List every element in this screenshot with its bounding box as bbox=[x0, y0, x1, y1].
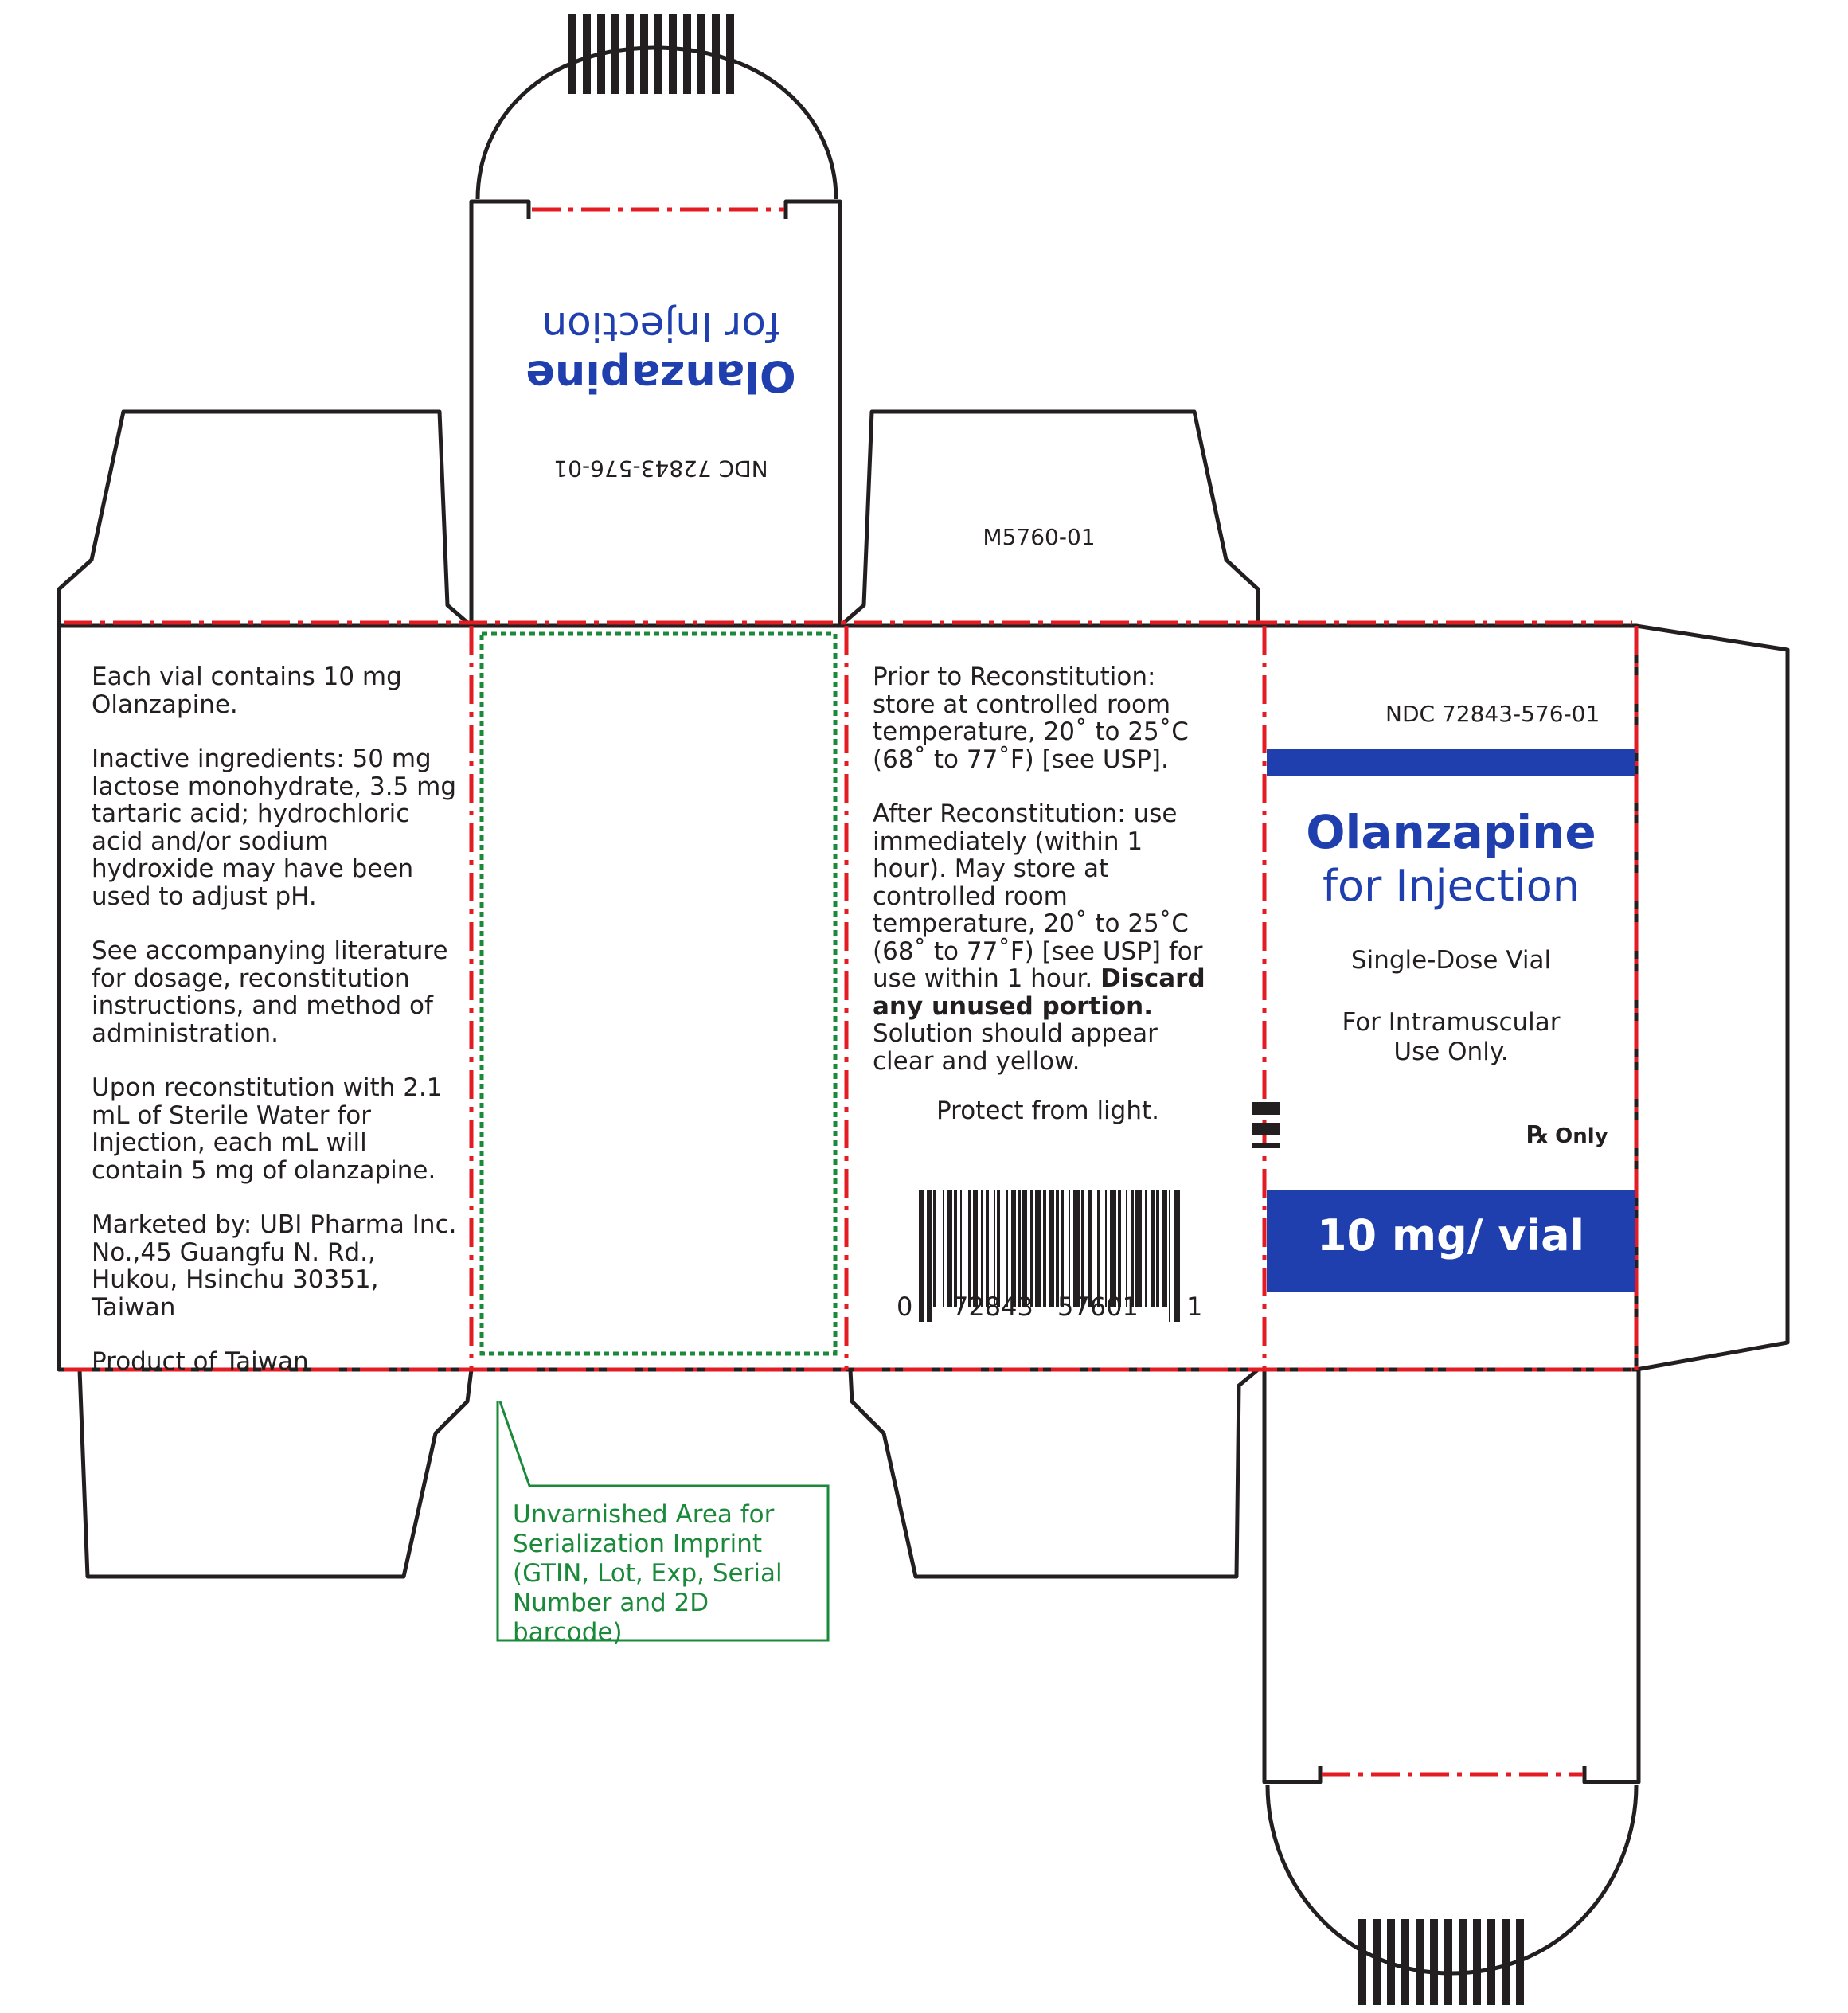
upc-bar bbox=[1151, 1190, 1155, 1307]
front-ndc: NDC 72843-576-01 bbox=[1385, 701, 1600, 727]
upc-bar bbox=[1069, 1190, 1070, 1307]
barcode-digit-group2: 57601 bbox=[1057, 1292, 1139, 1322]
upc-bar bbox=[1088, 1190, 1092, 1307]
upc-bar bbox=[1156, 1190, 1159, 1307]
upc-bar bbox=[997, 1190, 1000, 1307]
upc-bar bbox=[1174, 1190, 1180, 1322]
upc-bar bbox=[1145, 1190, 1147, 1307]
upc-bar bbox=[960, 1190, 962, 1307]
marketed-by: Marketed by: UBI Pharma Inc. No.,45 Guangfu N. Rd., Hukou, Hsinchu 30351, Taiwan bbox=[92, 1210, 457, 1322]
upc-bar bbox=[1126, 1190, 1127, 1307]
carton-code: M5760-01 bbox=[983, 524, 1096, 550]
rx-symbol: ℞ bbox=[1527, 1121, 1549, 1149]
barcode-digit-first: 0 bbox=[897, 1292, 913, 1322]
solution-appearance: Solution should appear clear and yellow. bbox=[873, 1019, 1158, 1076]
storage-after bbox=[873, 800, 1223, 1075]
storage-before: Prior to Reconstitution: store at controlled room temperature, 20˚ to 25˚C (68˚ to 77˚F) [see USP]. bbox=[873, 663, 1189, 774]
upc-bar bbox=[1030, 1190, 1033, 1307]
right-dust-flap-bottom bbox=[850, 1370, 1258, 1577]
rx-only-label: Only bbox=[1555, 1124, 1608, 1148]
upc-bar bbox=[994, 1190, 995, 1307]
upc-bar bbox=[1169, 1190, 1170, 1322]
bottom-tuck-flap-outline bbox=[1264, 1370, 1639, 1782]
storage-panel bbox=[873, 663, 1223, 1075]
reconstitution-statement: Upon reconstitution with 2.1 mL of Sterile Water for Injection, each mL will contain 5 mg of olanzapine. bbox=[92, 1073, 443, 1185]
upc-bar bbox=[927, 1190, 932, 1322]
upc-bar bbox=[1022, 1190, 1027, 1307]
upc-bar bbox=[1056, 1190, 1059, 1307]
inactive-ingredients: Inactive ingredients: 50 mg lactose monohydrate, 3.5 mg tartaric acid; hydrochloric acid and/or sodium hydroxide may have been used to adjust pH. bbox=[92, 745, 457, 911]
glue-flap-right bbox=[1636, 626, 1787, 1370]
right-dust-flap-top bbox=[840, 412, 1258, 626]
upc-bar bbox=[1043, 1190, 1046, 1307]
top-flap-label bbox=[510, 303, 812, 401]
upc-bar bbox=[1105, 1190, 1107, 1307]
barcode-digit-check: 1 bbox=[1186, 1292, 1203, 1322]
contents-statement: Each vial contains 10 mg Olanzapine. bbox=[92, 663, 402, 719]
upc-bar bbox=[981, 1190, 983, 1307]
top-tuck-flap-outline bbox=[471, 201, 840, 626]
upc-bar bbox=[1035, 1190, 1041, 1307]
unvarnished-callout-text: Unvarnished Area for Serialization Imprint (GTIN, Lot, Exp, Serial Number and 2D barcode) bbox=[513, 1500, 783, 1647]
left-info-panel bbox=[92, 663, 458, 1403]
protect-from-light: Protect from light. bbox=[936, 1096, 1159, 1125]
upc-bar bbox=[1097, 1190, 1100, 1307]
front-drug-subtitle: for Injection bbox=[1323, 861, 1580, 911]
left-dust-flap-top bbox=[59, 412, 471, 626]
upc-bar bbox=[933, 1190, 936, 1307]
country-of-origin: Product of Taiwan bbox=[92, 1347, 309, 1376]
top-flap-drug-name: Olanzapine bbox=[525, 351, 796, 401]
upc-bar bbox=[1135, 1190, 1142, 1307]
upc-bar bbox=[1118, 1190, 1121, 1307]
vial-type: Single-Dose Vial bbox=[1350, 946, 1552, 975]
upc-bar bbox=[1110, 1190, 1116, 1307]
top-flap-drug-subtitle: for Injection bbox=[541, 303, 780, 350]
upc-bar bbox=[1073, 1190, 1080, 1307]
rx-only bbox=[1527, 1121, 1608, 1149]
top-flap-ndc: NDC 72843-576-01 bbox=[553, 455, 768, 482]
dosage-reference: See accompanying literature for dosage, reconstitution instructions, and method of administration. bbox=[92, 936, 448, 1048]
upc-bar bbox=[1061, 1190, 1064, 1307]
front-title-block bbox=[1270, 804, 1632, 913]
upc-bar bbox=[968, 1190, 971, 1307]
upc-bar bbox=[1006, 1190, 1008, 1307]
upc-bar bbox=[1162, 1190, 1167, 1307]
upc-bar bbox=[943, 1190, 944, 1307]
front-drug-name: Olanzapine bbox=[1306, 805, 1596, 859]
route-of-administration: For Intramuscular Use Only. bbox=[1342, 1008, 1561, 1066]
discard-warning: Discard any unused portion. bbox=[873, 964, 1205, 1021]
upc-bar bbox=[947, 1190, 952, 1307]
upc-bar bbox=[954, 1190, 957, 1307]
upc-bar bbox=[986, 1190, 989, 1307]
upc-bar bbox=[1131, 1190, 1134, 1307]
barcode-digit-group1: 72843 bbox=[952, 1292, 1033, 1322]
upc-bar bbox=[1081, 1190, 1084, 1307]
upc-bar bbox=[919, 1190, 924, 1322]
strength: 10 mg/ vial bbox=[1316, 1210, 1585, 1261]
unvarnished-area bbox=[482, 634, 835, 1354]
upc-bar bbox=[1018, 1190, 1021, 1307]
upc-bar bbox=[1011, 1190, 1016, 1307]
upc-bar bbox=[973, 1190, 978, 1307]
front-blue-stripe bbox=[1267, 749, 1635, 776]
upc-bar bbox=[1049, 1190, 1054, 1307]
storage-after-text: After Reconstitution: use immediately (within 1 hour). May store at controlled room temperature, 20˚ to 25˚C (68˚ to 77˚F) [see USP] for use within 1 hour. bbox=[873, 799, 1203, 993]
